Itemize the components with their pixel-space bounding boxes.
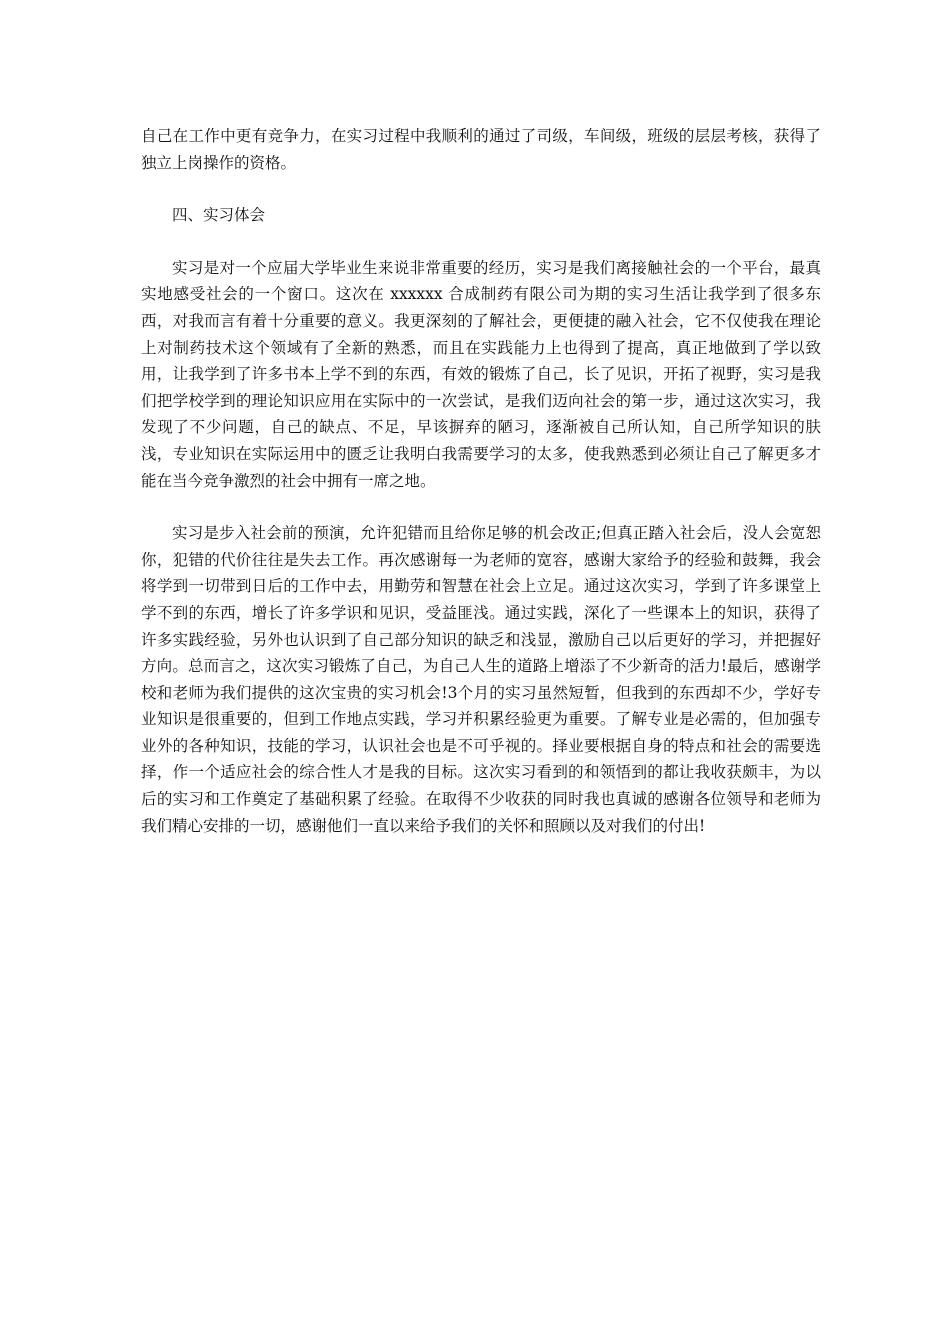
paragraph-internship-value: 实习是对一个应届大学毕业生来说非常重要的经历，实习是我们离接触社会的一个平台，最真实地感受社会的一个窗口。这次在 xxxxxx 合成制药有限公司为期的实习生活让我学到了很多东西，对我而言有着十分重要的意义。我更深刻的了解社会，更便捷的融入社会，它不仅使我在理论上对制药技术这个领域有了全新的熟悉，而且在实践能力上也得到了提高，真正地做到了学以致用，让我学到了许多书本上学不到的东西，有效的锻炼了自己，长了见识，开拓了视野，实习是我们把学校学到的理论知识应用在实际中的一次尝试，是我们迈向社会的第一步，通过这次实习，我发现了不少问题，自己的缺点、不足，早该摒弃的陋习，逐渐被自己所认知，自己所学知识的肤浅，专业知识在实际运用中的匮乏让我明白我需要学习的太多，使我熟悉到必须让自己了解更多才能在当今竞争激烈的社会中拥有一席之地。: [141, 258, 821, 490]
section-heading: 四、实习体会: [172, 206, 266, 225]
document-body: [141, 123, 821, 839]
continuation-paragraph: 自己在工作中更有竞争力，在实习过程中我顺利的通过了司级，车间级，班级的层层考核，获得了独立上岗操作的资格。: [141, 127, 821, 172]
paragraph-internship-reflection: 实习是步入社会前的预演，允许犯错而且给你足够的机会改正;但真正踏入社会后，没人会宽恕你，犯错的代价往往是失去工作。再次感谢每一为老师的宽容，感谢大家给予的经验和鼓舞，我会将学到一切带到日后的工作中去，用勤劳和智慧在社会上立足。通过这次实习，学到了许多课堂上学不到的东西，增长了许多学识和见识，受益匪浅。通过实践，深化了一些课本上的知识，获得了许多实践经验，另外也认识到了自己部分知识的缺乏和浅显，激励自己以后更好的学习，并把握好方向。总而言之，这次实习锻炼了自己，为自己人生的道路上增添了不少新奇的活力!最后，感谢学校和老师为我们提供的这次宝贵的实习机会!3个月的实习虽然短暂，但我到的东西却不少，学好专业知识是很重要的，但到工作地点实践，学习并积累经验更为重要。了解专业是必需的，但加强专业外的各种知识，技能的学习，认识社会也是不可乎视的。择业要根据自身的特点和社会的需要选择，作一个适应社会的综合性人才是我的目标。这次实习看到的和领悟到的都让我收获颇丰，为以后的实习和工作奠定了基础积累了经验。在取得不少收获的同时我也真诚的感谢各位领导和老师为我们精心安排的一切，感谢他们一直以来给予我们的关怀和照顾以及对我们的付出!: [141, 524, 821, 835]
